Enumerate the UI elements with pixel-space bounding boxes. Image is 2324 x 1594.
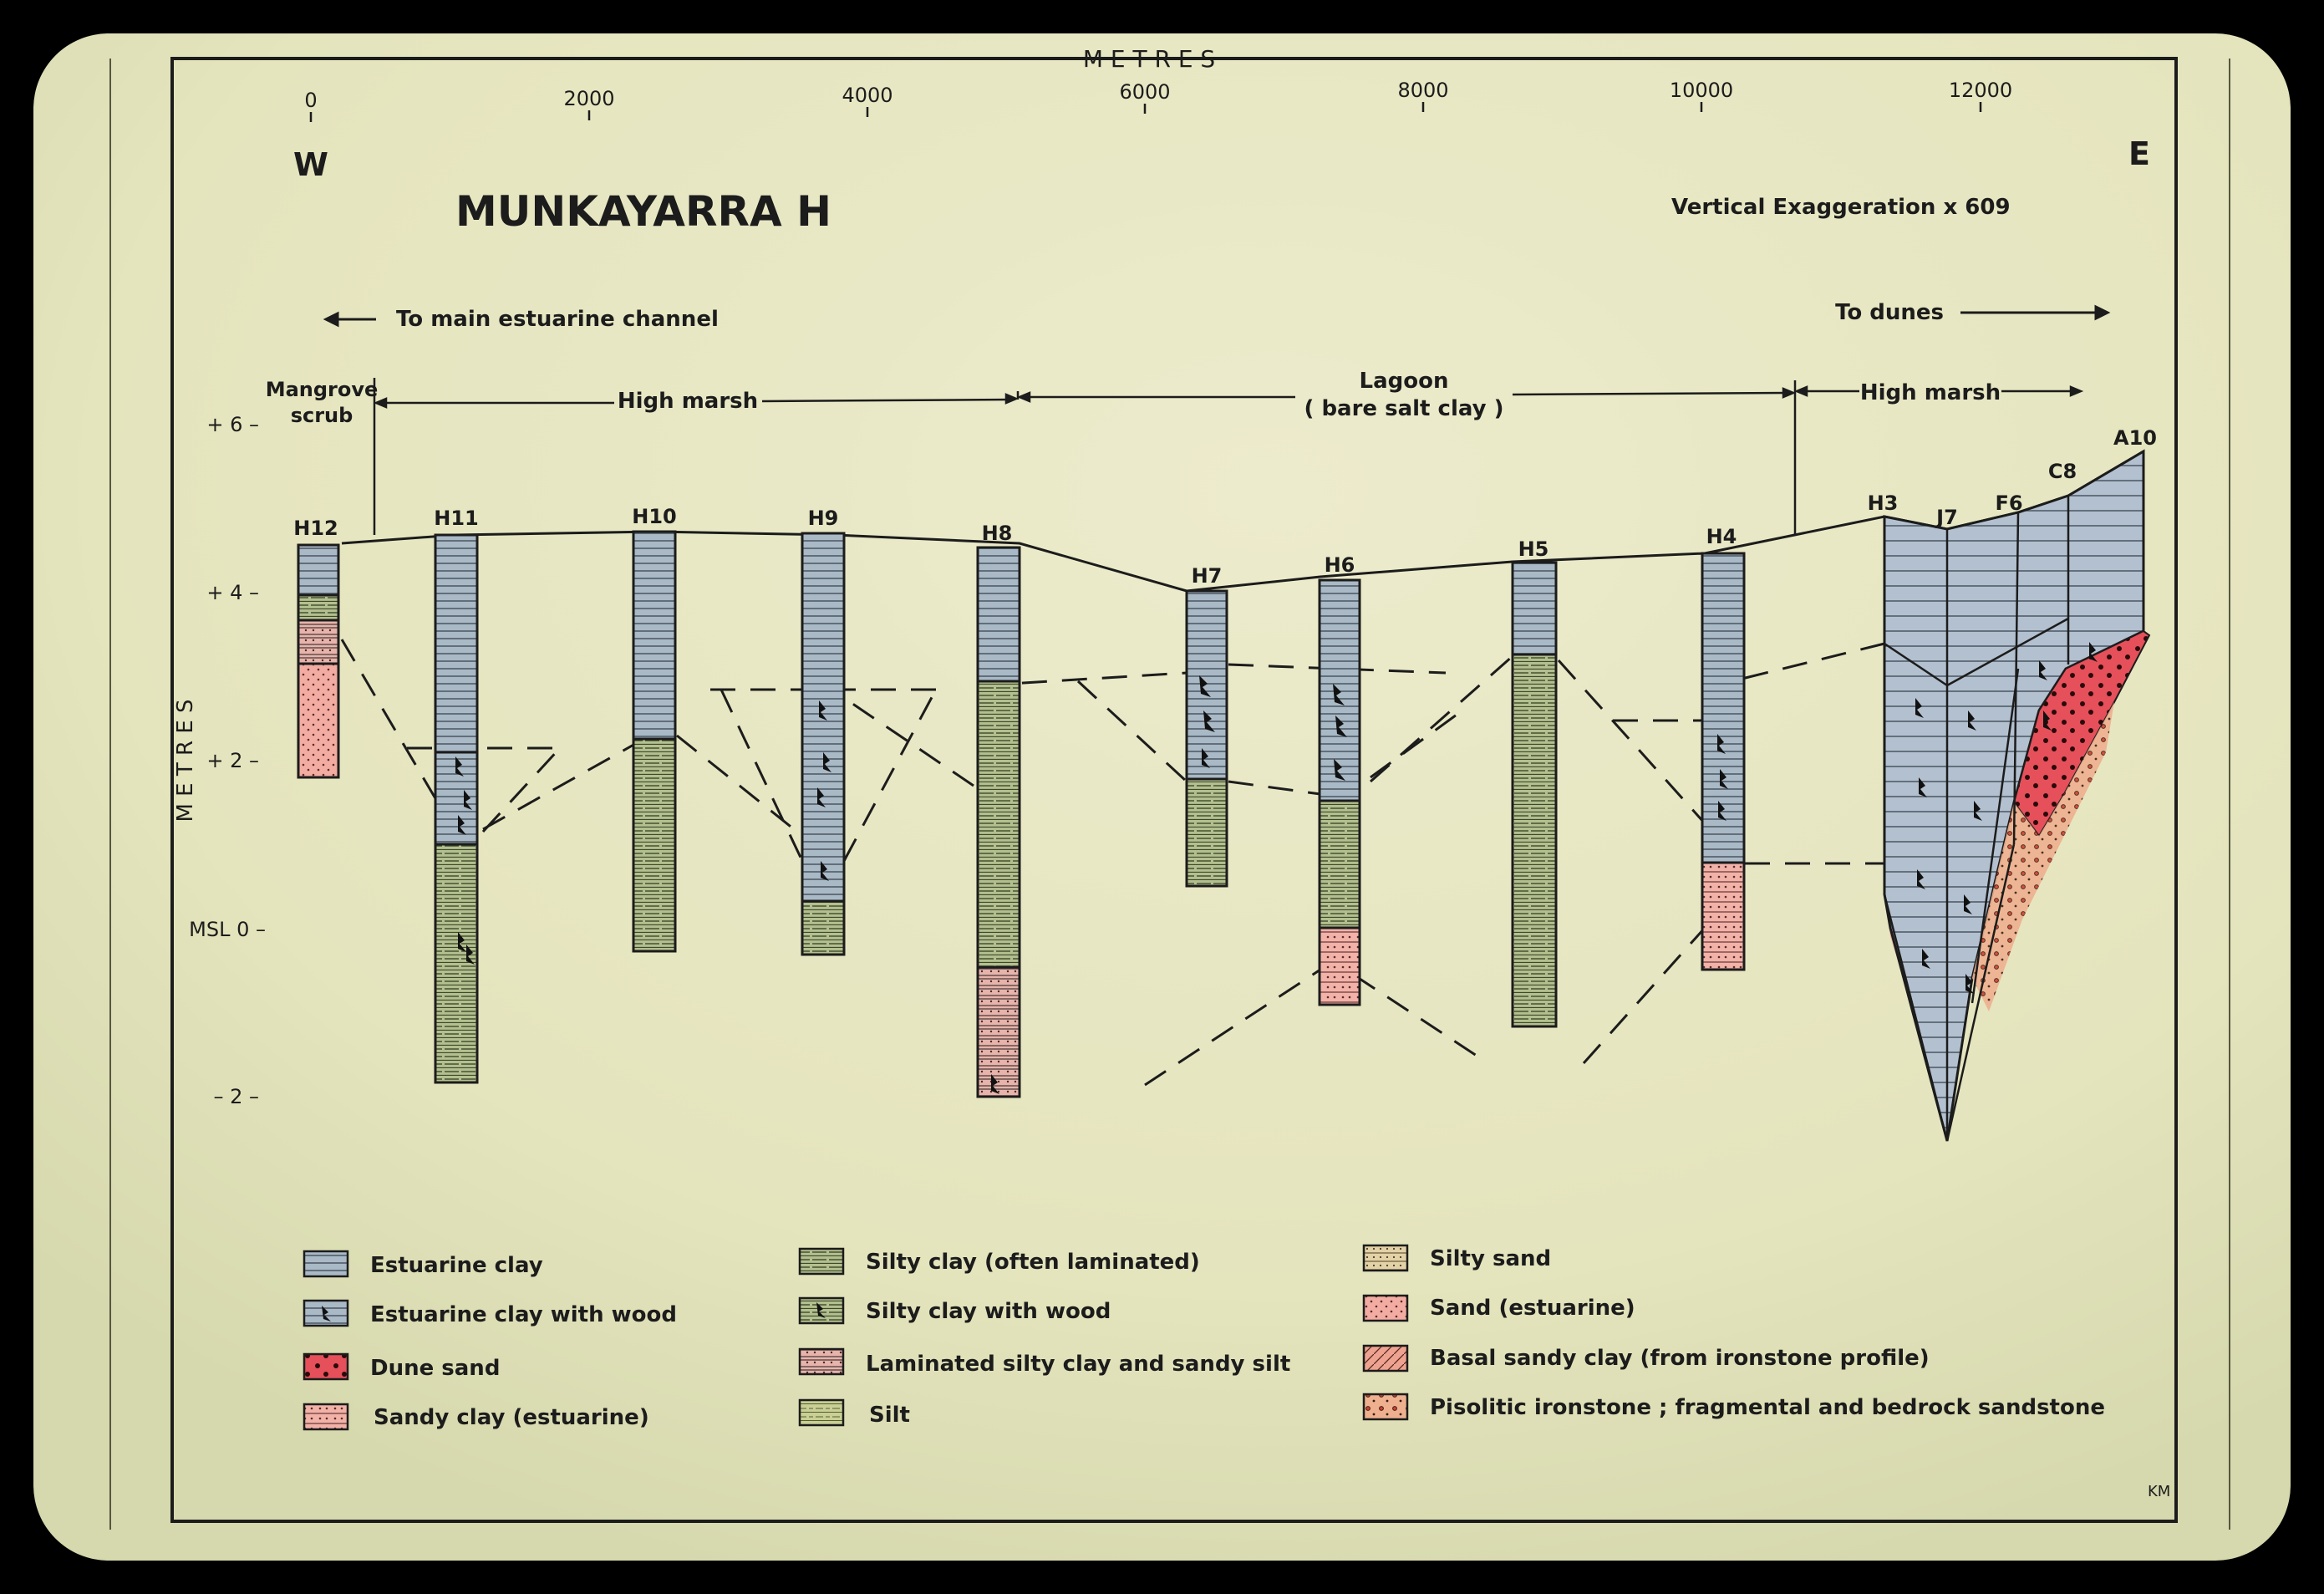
vertical-exaggeration: Vertical Exaggeration x 609 xyxy=(1671,195,2011,220)
borehole-label: A10 xyxy=(2113,426,2157,450)
legend-label: Pisolitic ironstone ; fragmental and bedrock sandstone xyxy=(1430,1395,2105,1420)
legend-swatch-silt xyxy=(800,1400,843,1425)
top-tick-label: 6000 xyxy=(1119,80,1171,104)
zone-lagoon-desc: ( bare salt clay ) xyxy=(1304,396,1504,421)
zone-high-marsh-west: High marsh xyxy=(617,389,759,414)
legend-item xyxy=(1364,1394,2105,1420)
top-tick-label: 8000 xyxy=(1397,79,1449,102)
legend-item xyxy=(1364,1346,1930,1371)
legend-label: Estuarine clay with wood xyxy=(370,1302,677,1327)
direction-east: E xyxy=(2128,135,2150,172)
left-tick-label: – 2 – xyxy=(213,1085,259,1108)
left-axis-title: M E T R E S xyxy=(173,699,198,822)
legend-label: Silty clay (often laminated) xyxy=(866,1250,1200,1275)
top-tick-label: 0 xyxy=(304,89,318,112)
borehole-h8-layer xyxy=(978,547,1020,681)
borehole-h7-layer xyxy=(1187,591,1227,779)
top-tick-label: 12000 xyxy=(1948,79,2013,102)
borehole-label: H3 xyxy=(1867,491,1899,515)
borehole-label: H8 xyxy=(981,522,1013,545)
legend-item xyxy=(304,1354,500,1381)
legend-swatch-silty-clay xyxy=(800,1249,843,1274)
borehole-h11-layer xyxy=(435,535,477,752)
to-dunes-label: To dunes xyxy=(1835,300,1944,325)
borehole-h5-layer xyxy=(1513,654,1556,1026)
legend-swatch-dune-sand xyxy=(304,1354,348,1379)
borehole-h5-layer xyxy=(1513,563,1556,654)
legend-swatch-estuarine-clay xyxy=(304,1251,348,1276)
author-initials: KM xyxy=(2148,1483,2171,1500)
zone-mangrove-scrub: scrub xyxy=(290,404,353,427)
borehole-label: H9 xyxy=(807,507,839,530)
borehole-h8-layer xyxy=(978,681,1020,967)
borehole-h6-layer xyxy=(1320,801,1360,928)
borehole-h12-layer xyxy=(298,595,338,620)
legend-label: Silty clay with wood xyxy=(866,1299,1111,1324)
borehole-label: H11 xyxy=(434,507,479,530)
legend-label: Basal sandy clay (from ironstone profile) xyxy=(1430,1346,1930,1371)
borehole-h9-layer xyxy=(802,901,844,955)
top-tick-label: 2000 xyxy=(563,87,615,110)
borehole-h10-layer xyxy=(633,532,675,739)
borehole-label: H4 xyxy=(1706,525,1737,548)
legend-label: Estuarine clay xyxy=(370,1253,543,1278)
legend-swatch-laminated xyxy=(800,1349,843,1374)
legend-item xyxy=(1364,1296,1635,1321)
borehole-h12-layer xyxy=(298,664,338,777)
zone-high-marsh-east: High marsh xyxy=(1859,380,2001,405)
legend-item xyxy=(304,1251,543,1278)
borehole-h8-layer xyxy=(978,967,1020,1097)
borehole-label: F6 xyxy=(1995,491,2023,515)
left-tick-label: + 4 – xyxy=(206,581,259,604)
top-tick-label: 10000 xyxy=(1669,79,1734,102)
to-channel-label: To main estuarine channel xyxy=(396,307,719,332)
borehole-label: H10 xyxy=(632,505,677,528)
legend-swatch-sandy-clay xyxy=(304,1404,348,1429)
legend-swatch-sand xyxy=(1364,1296,1407,1321)
legend-swatch-silty-clay-wood xyxy=(800,1298,843,1323)
legend-label: Sandy clay (estuarine) xyxy=(374,1405,649,1430)
borehole-h10-layer xyxy=(633,739,675,951)
zone-mangrove: Mangrove xyxy=(265,378,379,401)
legend-label: Dune sand xyxy=(370,1356,501,1381)
borehole-label: H7 xyxy=(1191,564,1223,588)
borehole-h12-layer xyxy=(298,620,338,664)
zone-lagoon: Lagoon xyxy=(1359,369,1449,394)
top-axis-title: M E T R E S xyxy=(1082,45,1216,73)
diagram-title: MUNKAYARRA H xyxy=(455,187,831,236)
legend-item xyxy=(800,1349,1290,1377)
borehole-h4-layer xyxy=(1702,863,1744,970)
legend-label: Silty sand xyxy=(1430,1246,1552,1271)
top-tick-label: 4000 xyxy=(842,84,893,107)
left-tick-label: MSL 0 – xyxy=(189,918,266,941)
borehole-h7-layer xyxy=(1187,779,1227,886)
legend-label: Sand (estuarine) xyxy=(1430,1296,1635,1321)
borehole-label: H6 xyxy=(1324,553,1355,577)
legend-item xyxy=(1364,1245,1551,1271)
legend-swatch-silty-sand xyxy=(1364,1245,1407,1271)
borehole-label: J7 xyxy=(1936,506,1958,529)
borehole-h6-layer xyxy=(1320,928,1360,1005)
borehole-label: H5 xyxy=(1518,537,1549,561)
legend-label: Laminated silty clay and sandy silt xyxy=(866,1352,1291,1377)
borehole-label: H12 xyxy=(293,517,338,540)
left-tick-label: + 6 – xyxy=(206,413,259,436)
borehole-h11-layer xyxy=(435,844,477,1082)
legend-label: Silt xyxy=(869,1403,910,1428)
borehole-label: C8 xyxy=(2047,460,2077,483)
borehole-h12-layer xyxy=(298,545,338,595)
borehole-h4-layer xyxy=(1702,553,1744,863)
direction-west: W xyxy=(293,146,328,183)
left-tick-label: + 2 – xyxy=(206,749,259,772)
legend-swatch-pisolitic xyxy=(1364,1394,1407,1419)
legend-swatch-basal-sandy-clay xyxy=(1364,1346,1407,1371)
